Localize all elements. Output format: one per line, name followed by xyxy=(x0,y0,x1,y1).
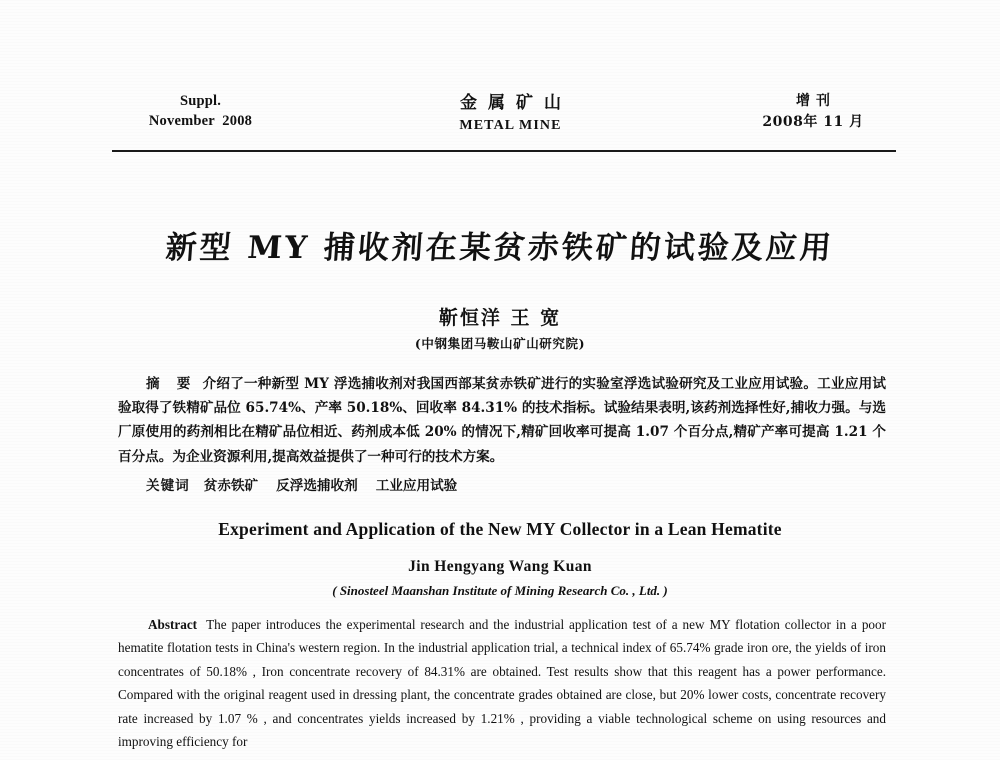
abstract-cn-block xyxy=(118,372,886,469)
masthead-issue-label-cn: 增刊 xyxy=(796,93,836,109)
keyword-item: 贫赤铁矿 xyxy=(203,478,259,494)
article-title-en: Experiment and Application of the New MY Collector in a Lean Hematite xyxy=(218,519,782,539)
keyword-item: 反浮选捕收剂 xyxy=(276,478,358,494)
masthead-right xyxy=(738,92,888,132)
masthead-issue-label: Suppl. xyxy=(179,93,222,109)
masthead-left xyxy=(118,92,283,131)
header-rule xyxy=(112,150,896,152)
keywords-cn-block xyxy=(118,474,886,494)
keywords-cn-label: 关键词 xyxy=(146,478,190,494)
abstract-en-block xyxy=(118,613,886,753)
masthead-journal xyxy=(283,92,738,136)
article-authors-cn: 靳恒洋 王 宽 xyxy=(438,307,562,329)
abstract-en-text: The paper introduces the experimental research and the industrial application test of a new MY flotation collector in a poor hematite flotation tests in China's western region. In the industrial application trial, a technical index of 65.74% grade iron ore, the yields of iron concentrates of 50.18% , Iron concentrate recovery of 84.31% are obtained. Test results show that this reagent has a power performance. Compared with the original reagent used in dressing plant, the concentrate grades obtained are close, but 20% lower costs, concentrate recovery rate increased by 1.07 % , and concentrates yields increased by 1.21% , providing a viable technological scheme on using resources and improving efficiency for xyxy=(118,617,886,750)
journal-title-cn: 金属矿山 xyxy=(460,93,572,113)
abstract-cn-label: 摘 要 xyxy=(146,376,197,392)
masthead-issue-date-cn: 2008年 11 月 xyxy=(762,113,864,130)
running-head xyxy=(118,92,888,146)
keywords-cn-items xyxy=(204,478,476,494)
masthead-issue-date: November 2008 xyxy=(148,112,253,129)
abstract-cn-text: 介绍了一种新型 MY 浮选捕收剂对我国西部某贫赤铁矿进行的实验室浮选试验研究及工业应用试验。工业应用试验取得了铁精矿品位 65.74%、产率 50.18%、回收率 84.31% 的技术指标。试验结果表明,该药剂选择性好,捕收力强。与选厂原使用的药剂相比在精矿品位相近、药剂成本低 20% 的情况下,精矿回收率可提高 1.07 个百分点,精矿产率可提高 1.21 个百分点。为企业资源利用,提高效益提供了一种可行的技术方案。 xyxy=(118,376,887,465)
keyword-item: 工业应用试验 xyxy=(375,478,458,494)
journal-title-en: METAL MINE xyxy=(459,117,562,133)
article-affiliation-cn: (中钢集团马鞍山矿山研究院) xyxy=(414,336,586,351)
article-title-cn: 新型 MY 捕收剂在某贫赤铁矿的试验及应用 xyxy=(164,230,836,266)
abstract-en-label: Abstract xyxy=(148,617,198,632)
article-authors-en: Jin Hengyang Wang Kuan xyxy=(408,558,592,575)
article-affiliation-en: ( Sinosteel Maanshan Institute of Mining Research Co. , Ltd. ) xyxy=(332,583,668,598)
